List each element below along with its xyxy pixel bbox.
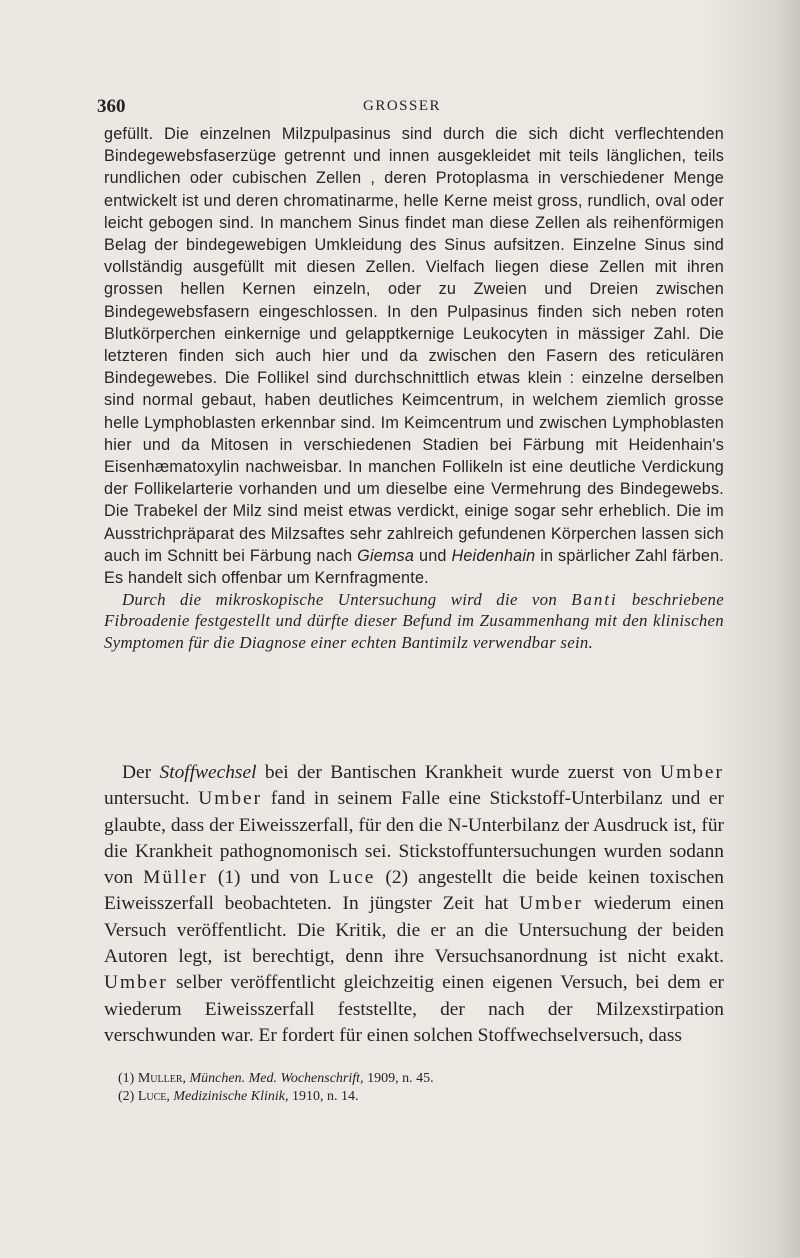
paragraph-text: in spärlicher Zahl färben. Es handelt sich offenbar um Kernfragmente. <box>104 546 724 588</box>
paragraph-text: beschriebene Fibroadenie festgestellt und dürfte dieser Befund im Zusammenhang mit den klinischen Symptomen für die Diagnose einer echten Bantimilz verwendbar sein. <box>104 590 724 652</box>
footnote-journal: München. Med. Wochenschrift, <box>189 1071 364 1086</box>
author-umber: Umber <box>519 893 583 915</box>
author-umber: Umber <box>104 972 168 994</box>
small-print-section <box>104 123 724 653</box>
author-heidenhain: Heidenhain <box>451 546 536 565</box>
paragraph-text: wiederum einen Versuch veröffentlicht. Die Kritik, die er an die Untersuchung der beiden Autoren legt, ist berechtigt, denn ihre Versuchsanordnung ist nicht exakt. <box>104 893 724 968</box>
paragraph-text: gefüllt. Die einzelnen Milzpulpasinus sind durch die sich dicht verflechtenden Bindegewebsfaserzüge getrennt und innen ausgekleidet mit teils länglichen, teils rundlichen oder cubischen Zellen , deren Protoplasma in verschiedener Menge entwickelt ist und deren chromatinarme, helle Kerne meist gross, rundlich, oval oder leicht gebogen sind. In manchem Sinus findet man diese Zellen als reihenförmigen Belag der bindegewebigen Umkleidung des Sinus aufsitzen. Einzelne Sinus sind vollständig ausgefüllt mit diesen Zellen. Vielfach liegen diese Zellen mit ihren grossen hellen Kernen einzeln, oder zu Zweien und Dreien zwischen Bindegewebsfasern eingeschlossen. In den Pulpasinus finden sich neben roten Blutkörperchen einkernige und gelapptkernige Leukocyten in mässiger Zahl. Die letzteren finden sich auch hier und da zwischen den Fasern des reticulären Bindegewebes. Die Follikel sind durchschnittlich etwas klein : einzelne derselben sind normal gebaut, haben deutliches Keimcentrum, in welchem ziemlich grosse helle Lymphoblasten erkennbar sind. Im Keimcentrum und zwischen Lymphoblasten hier und da Mitosen in verschiedenen Stadien bei Färbung mit Heidenhain's Eisenhæmatoxylin nachweisbar. In manchen Follikeln ist eine deutliche Verdickung der Follikelarterie vorhanden und um dieselbe eine Vermehrung des Bindegewebs. Die Trabekel der Milz sind meist etwas verdickt, einige sogar sehr erheblich. Die im Ausstrichpräparat des Milzsaftes sehr zahlreich gefundenen Körperchen lassen sich auch im Schnitt bei Färbung nach <box>104 125 724 565</box>
author-mueller: Müller <box>143 867 208 889</box>
body-paragraph <box>104 760 724 1049</box>
author-giemsa: Giemsa <box>357 546 415 565</box>
main-text-section <box>104 760 724 1049</box>
paragraph-text: selber veröffentlicht gleichzeitig einen eigenen Versuch, bei dem er wiederum Eiweisszerfall feststellte, der nach der Milzexstirpation verschwunden war. Er fordert für einen solchen Stoffwechselversuch, dass <box>104 972 724 1046</box>
footnote-2 <box>118 1088 718 1106</box>
paragraph-text: fand in seinem Falle eine Stickstoff-Unterbilanz und er glaubte, dass der Eiweisszerfall, für den die N-Unterbilanz der Ausdruck ist, für die Krankheit pathognomonisch sei. Stickstoffuntersuchungen wurden sodann von <box>104 788 724 889</box>
paragraph-text: und <box>414 546 452 565</box>
body-paragraph <box>104 123 724 589</box>
paragraph-text: Durch die mikroskopische Untersuchung wird die von <box>122 590 572 610</box>
author-banti: Banti <box>571 590 618 610</box>
paragraph-text: (1) und von <box>207 867 329 889</box>
running-head: GROSSER <box>363 98 442 114</box>
footnote-details: 1909, n. 45. <box>363 1071 434 1086</box>
author-umber: Umber <box>660 762 724 783</box>
footnote-author: Luce, <box>137 1089 170 1104</box>
page-header <box>97 96 717 118</box>
footnote-author: Muller, <box>137 1071 186 1086</box>
author-luce: Luce <box>328 867 376 889</box>
paragraph-text: untersucht. <box>104 788 199 810</box>
page-number: 360 <box>97 96 126 117</box>
footnote-marker: (2) <box>118 1089 135 1104</box>
italic-conclusion-paragraph <box>104 589 724 653</box>
paragraph-text: (2) angestellt die beide keinen toxischen Eiweisszerfall beobachteten. In jüngster Zeit hat <box>104 867 724 915</box>
paragraph-text: Der <box>122 762 160 783</box>
footnote-details: 1910, n. 14. <box>288 1089 359 1104</box>
paragraph-text: bei der Bantischen Krankheit wurde zuerst von <box>256 762 661 783</box>
footnotes <box>118 1070 718 1106</box>
footnote-journal: Medizinische Klinik, <box>173 1089 289 1104</box>
term-stoffwechsel: Stoffwechsel <box>159 762 257 783</box>
author-umber: Umber <box>198 788 263 810</box>
footnote-marker: (1) <box>118 1071 135 1086</box>
footnote-1 <box>118 1070 718 1088</box>
